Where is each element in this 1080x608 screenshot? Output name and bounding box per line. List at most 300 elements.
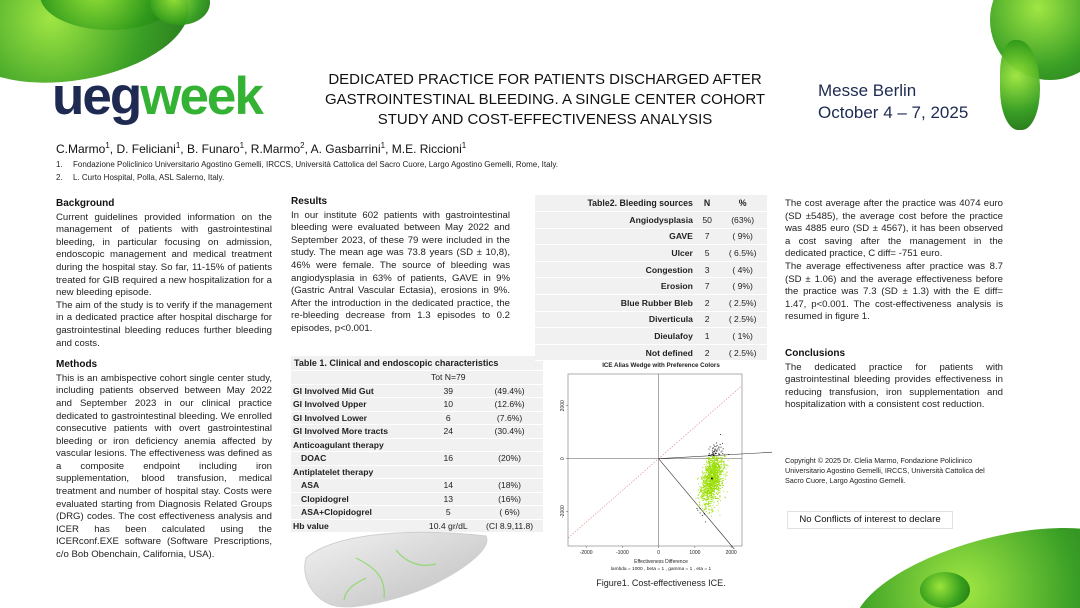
row-count: 13 bbox=[420, 492, 476, 506]
row-count: 6 bbox=[420, 411, 476, 425]
data-point bbox=[700, 496, 701, 497]
data-point bbox=[711, 481, 712, 482]
data-point bbox=[716, 470, 717, 471]
data-point bbox=[711, 492, 712, 493]
data-point bbox=[723, 448, 724, 449]
row-percent: (63%) bbox=[718, 212, 767, 229]
table-caption: Table2. Bleeding sources bbox=[535, 195, 696, 212]
data-point bbox=[703, 500, 704, 501]
data-point bbox=[714, 465, 715, 466]
data-point bbox=[711, 484, 712, 485]
data-point bbox=[702, 505, 703, 506]
data-point bbox=[706, 511, 707, 512]
data-point bbox=[721, 478, 722, 479]
data-point bbox=[710, 480, 711, 481]
data-point bbox=[716, 443, 717, 444]
data-point bbox=[715, 476, 716, 477]
table-row bbox=[535, 295, 767, 312]
data-point bbox=[705, 499, 706, 500]
data-point bbox=[711, 499, 712, 500]
data-point bbox=[712, 493, 713, 494]
data-point bbox=[704, 486, 705, 487]
data-point bbox=[703, 491, 704, 492]
data-point bbox=[715, 464, 716, 465]
table-row bbox=[291, 411, 543, 425]
data-point bbox=[726, 471, 727, 472]
table-row bbox=[535, 311, 767, 328]
data-point bbox=[721, 462, 722, 463]
data-point bbox=[724, 456, 725, 457]
data-point bbox=[714, 470, 715, 471]
data-point bbox=[707, 473, 708, 474]
methods-heading: Methods bbox=[56, 359, 98, 371]
data-point bbox=[720, 468, 721, 469]
cost-paragraph: The cost average after the practice was 4074 euro (SD ±5485), the average cost before the practice was 4885 euro (SD ± 4567), it has been observed a cost saving after the management in the dedicated practice, C diff= -751 euro. bbox=[785, 198, 1003, 260]
data-point bbox=[718, 475, 719, 476]
data-point bbox=[720, 457, 721, 458]
data-point bbox=[722, 453, 723, 454]
data-point bbox=[713, 473, 714, 474]
data-point bbox=[704, 464, 705, 465]
data-point bbox=[704, 493, 705, 494]
data-point bbox=[698, 494, 699, 495]
data-point bbox=[707, 488, 708, 489]
data-point bbox=[712, 450, 713, 451]
data-point bbox=[719, 449, 720, 450]
data-point bbox=[714, 457, 715, 458]
results-heading: Results bbox=[291, 196, 328, 207]
data-point bbox=[711, 460, 712, 461]
data-point bbox=[718, 477, 719, 478]
data-point bbox=[715, 484, 716, 485]
data-point bbox=[703, 487, 704, 488]
data-point bbox=[724, 497, 725, 498]
data-point bbox=[720, 478, 721, 479]
data-point bbox=[716, 458, 717, 459]
table-header-pct: % bbox=[718, 195, 767, 212]
data-point bbox=[709, 464, 710, 465]
row-label: Diverticula bbox=[535, 311, 696, 328]
data-point bbox=[717, 491, 718, 492]
data-point bbox=[716, 450, 717, 451]
row-count bbox=[420, 438, 476, 452]
data-point bbox=[725, 475, 726, 476]
effectiveness-paragraph: The average effectiveness after practice was 8.7 (SD ± 1.06) and the average effectiveness before the practice was 7.3 (SD ± 1.3) with the E diff= 1.47, p<0.001. The cost-effectiveness analysis is resumed in figure 1. bbox=[785, 260, 1003, 323]
data-point bbox=[714, 462, 715, 463]
table-row bbox=[291, 479, 543, 493]
data-point bbox=[722, 459, 723, 460]
row-label: Blue Rubber Bleb bbox=[535, 295, 696, 312]
data-point bbox=[708, 469, 709, 470]
data-point bbox=[712, 497, 713, 498]
background-paragraph: Current guidelines provided information on the management of patients with gastrointestinal bleeding, in particular focusing on admission, endoscopic management and medical treatment during the hospital stay. So far, 11-15% of patients treated for GIB required a new hospitalization for a new bleeding episode. bbox=[56, 211, 272, 299]
data-point bbox=[716, 451, 717, 452]
table-caption: Table 1. Clinical and endoscopic characteristics bbox=[291, 356, 543, 371]
data-point bbox=[710, 465, 711, 466]
data-point bbox=[705, 473, 706, 474]
data-point bbox=[700, 490, 701, 491]
row-label: Not defined bbox=[535, 344, 696, 361]
data-point bbox=[702, 477, 703, 478]
data-point bbox=[724, 464, 725, 465]
data-point bbox=[719, 490, 720, 491]
ueg-week-logo: uegweek bbox=[52, 67, 262, 126]
data-point bbox=[716, 489, 717, 490]
data-point bbox=[708, 481, 709, 482]
data-point bbox=[713, 460, 714, 461]
data-point bbox=[718, 453, 719, 454]
data-point bbox=[710, 481, 711, 482]
data-point bbox=[714, 450, 715, 451]
data-point bbox=[718, 487, 719, 488]
data-point bbox=[714, 469, 715, 470]
row-label: ASA+Clopidogrel bbox=[291, 506, 420, 520]
data-point bbox=[707, 483, 708, 484]
data-point bbox=[710, 495, 711, 496]
data-point bbox=[701, 492, 702, 493]
data-point bbox=[714, 486, 715, 487]
data-point bbox=[712, 467, 713, 468]
aim-paragraph: The aim of the study is to verify if the management in a dedicated practice after hospital discharge for gastrointestinal bleeding reduces further bleeding and costs. bbox=[56, 299, 272, 349]
data-point bbox=[701, 483, 702, 484]
data-point bbox=[711, 507, 712, 508]
data-point bbox=[717, 482, 718, 483]
table-row bbox=[291, 492, 543, 506]
data-point bbox=[721, 457, 722, 458]
data-point bbox=[706, 464, 707, 465]
data-point bbox=[713, 497, 714, 498]
row-label: GI Involved Upper bbox=[291, 398, 420, 412]
data-point bbox=[713, 448, 714, 449]
row-percent: (7.6%) bbox=[476, 411, 543, 425]
data-point bbox=[709, 490, 710, 491]
data-point bbox=[697, 510, 698, 511]
data-point bbox=[705, 500, 706, 501]
data-point bbox=[714, 507, 715, 508]
data-point bbox=[698, 498, 699, 499]
data-point bbox=[711, 495, 712, 496]
data-point bbox=[714, 460, 715, 461]
data-point bbox=[712, 465, 713, 466]
data-point bbox=[704, 472, 705, 473]
data-point bbox=[703, 498, 704, 499]
data-point bbox=[723, 462, 724, 463]
data-point bbox=[705, 491, 706, 492]
data-point bbox=[709, 505, 710, 506]
data-point bbox=[698, 489, 699, 490]
data-point bbox=[718, 510, 719, 511]
data-point bbox=[705, 496, 706, 497]
data-point bbox=[697, 508, 698, 509]
data-point bbox=[717, 489, 718, 490]
data-point bbox=[710, 498, 711, 499]
data-point bbox=[711, 473, 712, 474]
data-point bbox=[711, 509, 712, 510]
data-point bbox=[712, 460, 713, 461]
data-point bbox=[717, 458, 718, 459]
data-point bbox=[712, 452, 713, 453]
row-percent: ( 2.5%) bbox=[718, 295, 767, 312]
ice-scatter-chart bbox=[550, 358, 772, 576]
data-point bbox=[699, 492, 700, 493]
data-point bbox=[713, 476, 714, 477]
data-point bbox=[707, 470, 708, 471]
data-point bbox=[714, 489, 715, 490]
row-percent: (20%) bbox=[476, 452, 543, 466]
data-point bbox=[707, 480, 708, 481]
table-header-n: N bbox=[696, 195, 718, 212]
data-point bbox=[710, 501, 711, 502]
data-point bbox=[716, 482, 717, 483]
data-point bbox=[710, 469, 711, 470]
data-point bbox=[713, 502, 714, 503]
data-point bbox=[706, 503, 707, 504]
data-point bbox=[724, 458, 725, 459]
poster-title: DEDICATED PRACTICE FOR PATIENTS DISCHARGED AFTER GASTROINTESTINAL BLEEDING. A SINGLE CENTER COHORT STUDY AND COST-EFFECTIVENESS ANALYSIS bbox=[324, 71, 766, 128]
data-point bbox=[702, 487, 703, 488]
data-point bbox=[717, 474, 718, 475]
row-label: GI Involved Lower bbox=[291, 411, 420, 425]
data-point bbox=[727, 472, 728, 473]
data-point bbox=[706, 476, 707, 477]
x-tick-label: 1000 bbox=[689, 550, 701, 556]
data-point bbox=[720, 464, 721, 465]
table-row bbox=[291, 452, 543, 466]
data-point bbox=[720, 488, 721, 489]
data-point bbox=[721, 483, 722, 484]
row-count: 24 bbox=[420, 425, 476, 439]
data-point bbox=[718, 500, 719, 501]
data-point bbox=[718, 503, 719, 504]
data-point bbox=[724, 467, 725, 468]
row-percent: ( 9%) bbox=[718, 228, 767, 245]
data-point bbox=[719, 480, 720, 481]
data-point bbox=[715, 483, 716, 484]
data-point bbox=[714, 491, 715, 492]
data-point bbox=[719, 488, 720, 489]
row-percent: (49.4%) bbox=[476, 384, 543, 398]
row-percent: ( 6.5%) bbox=[718, 245, 767, 262]
data-point bbox=[712, 470, 713, 471]
data-point bbox=[700, 486, 701, 487]
row-label: Congestion bbox=[535, 261, 696, 278]
data-point bbox=[714, 451, 715, 452]
data-point bbox=[711, 475, 712, 476]
left-column bbox=[56, 198, 272, 562]
data-point bbox=[707, 468, 708, 469]
data-point bbox=[720, 500, 721, 501]
data-point bbox=[706, 488, 707, 489]
data-point bbox=[711, 468, 712, 469]
data-point bbox=[716, 459, 717, 460]
row-count: 39 bbox=[420, 384, 476, 398]
data-point bbox=[709, 492, 710, 493]
affiliation-list bbox=[56, 158, 558, 184]
data-point bbox=[720, 473, 721, 474]
data-point bbox=[726, 475, 727, 476]
data-point bbox=[718, 490, 719, 491]
data-point bbox=[714, 456, 715, 457]
row-count: 10 bbox=[420, 398, 476, 412]
data-point bbox=[704, 483, 705, 484]
data-point bbox=[700, 508, 701, 509]
table-row bbox=[291, 506, 543, 520]
data-point bbox=[718, 492, 719, 493]
table-row bbox=[291, 425, 543, 439]
data-point bbox=[706, 497, 707, 498]
table-row bbox=[291, 398, 543, 412]
data-point bbox=[704, 494, 705, 495]
data-point bbox=[716, 487, 717, 488]
data-point bbox=[698, 483, 699, 484]
data-point bbox=[715, 462, 716, 463]
data-point bbox=[708, 509, 709, 510]
data-point bbox=[702, 515, 703, 516]
row-label: Erosion bbox=[535, 278, 696, 295]
data-point bbox=[706, 457, 707, 458]
data-point bbox=[717, 445, 718, 446]
data-point bbox=[725, 479, 726, 480]
data-point bbox=[713, 444, 714, 445]
data-point bbox=[708, 504, 709, 505]
data-point bbox=[716, 485, 717, 486]
data-point bbox=[726, 465, 727, 466]
data-point bbox=[718, 480, 719, 481]
data-point bbox=[709, 457, 710, 458]
data-point bbox=[723, 478, 724, 479]
row-label: Clopidogrel bbox=[291, 492, 420, 506]
chart-subtitle: lambda = 1000 , beta = 1 , gamma = 1 , eta = 1 bbox=[610, 567, 712, 572]
row-count: 5 bbox=[696, 245, 718, 262]
data-point bbox=[715, 469, 716, 470]
data-point bbox=[708, 499, 709, 500]
data-point bbox=[703, 484, 704, 485]
data-point bbox=[710, 486, 711, 487]
data-point bbox=[722, 487, 723, 488]
row-count: 3 bbox=[696, 261, 718, 278]
data-point bbox=[716, 505, 717, 506]
data-point bbox=[725, 497, 726, 498]
data-point bbox=[712, 448, 713, 449]
row-percent: (30.4%) bbox=[476, 425, 543, 439]
data-point bbox=[700, 489, 701, 490]
data-point bbox=[719, 485, 720, 486]
row-count: 14 bbox=[420, 479, 476, 493]
row-label: GI Involved Mid Gut bbox=[291, 384, 420, 398]
data-point bbox=[712, 488, 713, 489]
row-count: 16 bbox=[420, 452, 476, 466]
row-percent: ( 2.5%) bbox=[718, 311, 767, 328]
data-point bbox=[714, 472, 715, 473]
venue-info: Messe Berlin October 4 – 7, 2025 bbox=[818, 81, 969, 122]
data-point bbox=[707, 486, 708, 487]
row-count: 2 bbox=[696, 344, 718, 361]
data-point bbox=[707, 499, 708, 500]
row-percent: ( 6%) bbox=[476, 506, 543, 520]
data-point bbox=[707, 494, 708, 495]
data-point bbox=[727, 491, 728, 492]
data-point bbox=[718, 448, 719, 449]
data-point bbox=[699, 502, 700, 503]
data-point bbox=[709, 486, 710, 487]
table-clinical-characteristics bbox=[291, 356, 543, 533]
data-point bbox=[724, 461, 725, 462]
data-point bbox=[700, 505, 701, 506]
data-point bbox=[715, 468, 716, 469]
data-point bbox=[702, 475, 703, 476]
data-point bbox=[707, 491, 708, 492]
x-tick-label: -2000 bbox=[579, 550, 593, 556]
data-point bbox=[715, 453, 716, 454]
data-point bbox=[701, 495, 702, 496]
data-point bbox=[711, 490, 712, 491]
data-point bbox=[717, 494, 718, 495]
data-point bbox=[715, 498, 716, 499]
data-point bbox=[711, 512, 712, 513]
data-point bbox=[716, 458, 717, 459]
data-point bbox=[701, 489, 702, 490]
data-point bbox=[714, 462, 715, 463]
data-point bbox=[712, 482, 713, 483]
data-point bbox=[712, 509, 713, 510]
data-point bbox=[705, 492, 706, 493]
data-point bbox=[710, 483, 711, 484]
data-point bbox=[713, 468, 714, 469]
data-point bbox=[728, 454, 729, 455]
data-point bbox=[703, 496, 704, 497]
data-point bbox=[710, 466, 711, 467]
author-list: C.Marmo$^1$, D. Feliciani$^1$, B. Funaro$^1$, R.Marmo$^2$, A. Gasbarrini$^1$, M.E. Riccioni$^1$ bbox=[56, 141, 467, 156]
right-column bbox=[785, 198, 1003, 412]
data-point bbox=[703, 480, 704, 481]
data-point bbox=[716, 446, 717, 447]
data-point bbox=[716, 462, 717, 463]
data-point bbox=[705, 483, 706, 484]
data-point bbox=[705, 521, 706, 522]
data-point bbox=[698, 505, 699, 506]
data-point bbox=[721, 460, 722, 461]
data-point bbox=[703, 495, 704, 496]
data-point bbox=[698, 478, 699, 479]
data-point bbox=[703, 481, 704, 482]
data-point bbox=[708, 471, 709, 472]
conclusions-heading: Conclusions bbox=[785, 347, 846, 359]
data-point bbox=[714, 464, 715, 465]
data-point bbox=[720, 476, 721, 477]
data-point bbox=[715, 477, 716, 478]
data-point bbox=[709, 471, 710, 472]
data-point bbox=[700, 488, 701, 489]
data-point bbox=[713, 458, 714, 459]
row-count: 5 bbox=[420, 506, 476, 520]
data-point bbox=[708, 461, 709, 462]
table-row bbox=[535, 245, 767, 262]
data-point bbox=[710, 497, 711, 498]
data-point bbox=[707, 496, 708, 497]
data-point bbox=[711, 471, 712, 472]
data-point bbox=[706, 484, 707, 485]
row-percent: ( 2.5%) bbox=[718, 344, 767, 361]
figure-caption: Figure1. Cost-effectiveness ICE. bbox=[596, 578, 726, 588]
data-point bbox=[710, 466, 711, 467]
data-point bbox=[708, 466, 709, 467]
data-point bbox=[713, 462, 714, 463]
data-point bbox=[714, 446, 715, 447]
data-point bbox=[721, 464, 722, 465]
data-point bbox=[719, 481, 720, 482]
data-point bbox=[707, 470, 708, 471]
data-point bbox=[712, 496, 713, 497]
